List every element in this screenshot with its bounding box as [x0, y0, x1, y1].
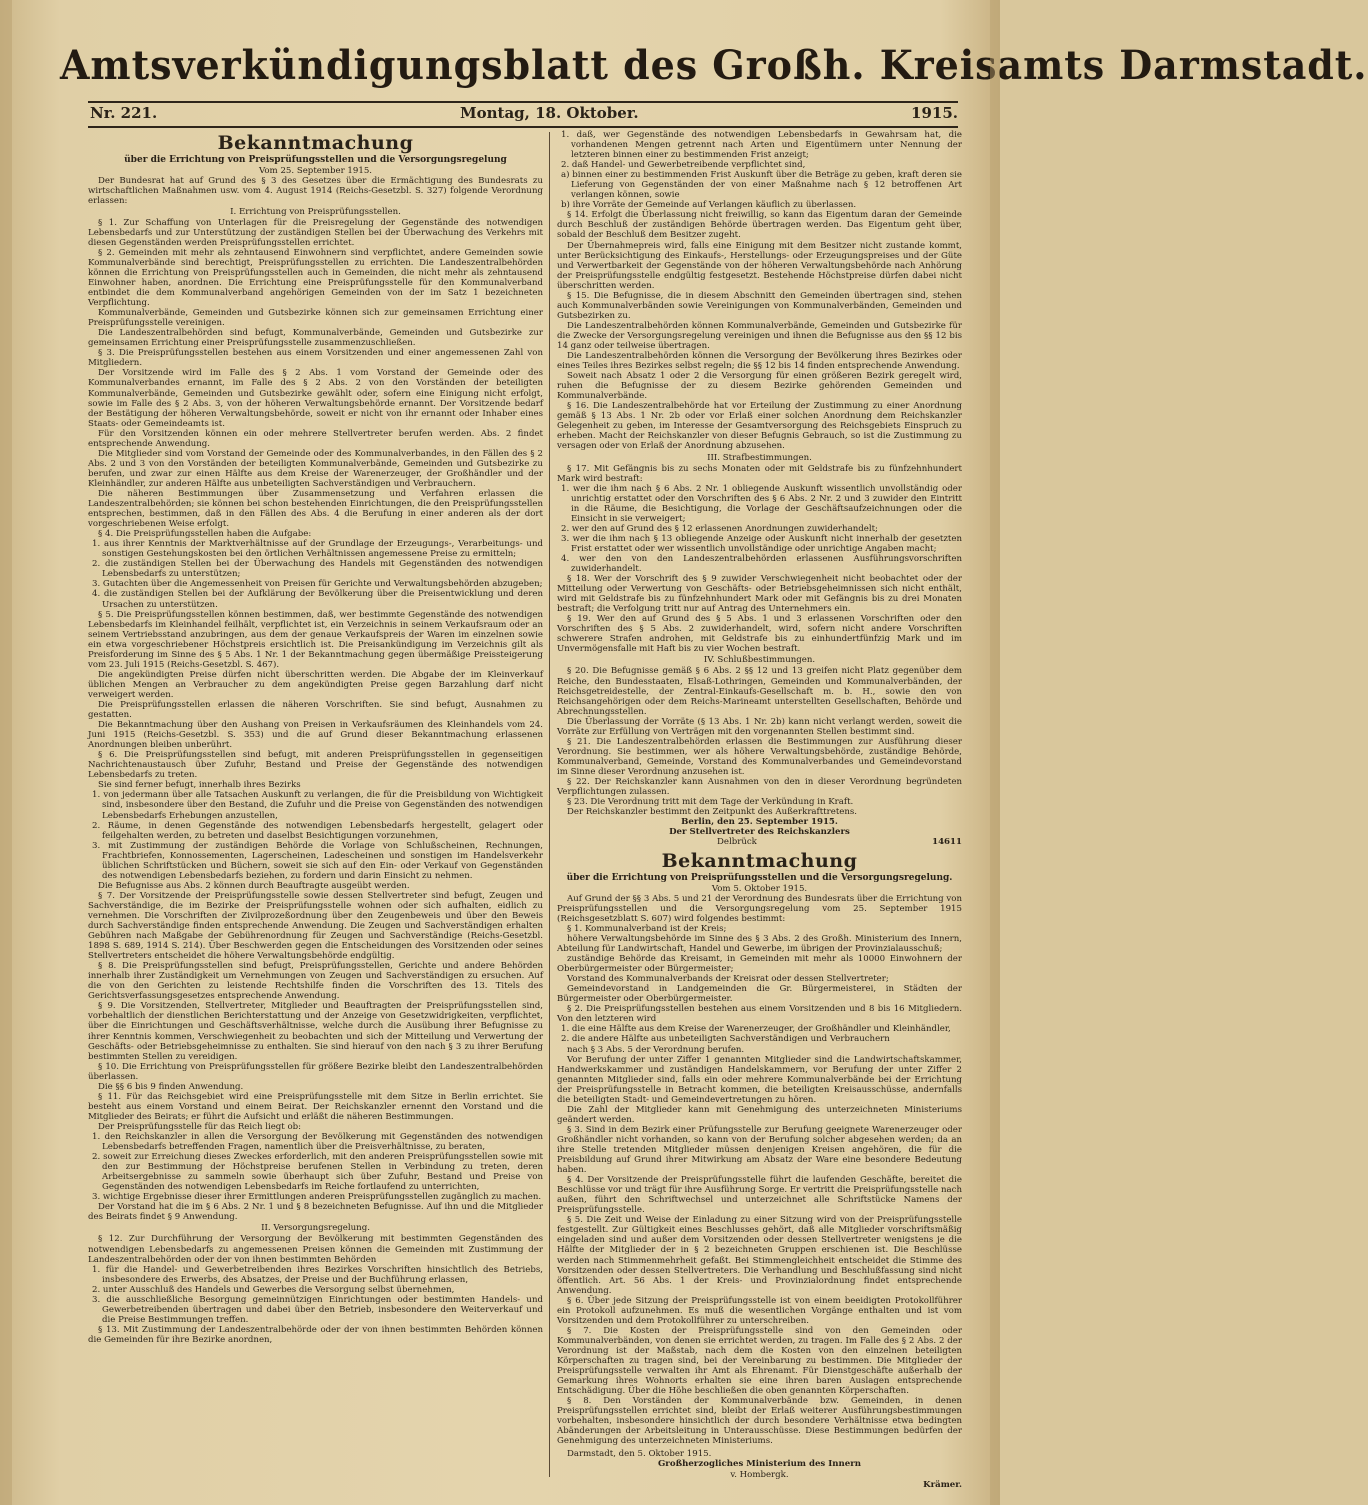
announcement-subhead: über die Errichtung von Preisprüfungsstellen und die Versorgungsregelung — [124, 155, 507, 165]
paragraph: Die Befugnisse aus Abs. 2 können durch Beauftragte ausgeübt werden. — [98, 880, 410, 891]
paragraph: § 12. Zur Durchführung der Versorgung der Bevölkerung mit bestimmten Gegenständen des notwendigen Lebensbedarfs zu angemessenen Preisen können die Gemeinden mit Zustimmung der Landeszentralbehörden oder der von ihnen bestimmten Behörden — [88, 1234, 543, 1265]
paragraph: § 17. Mit Gefängnis bis zu sechs Monaten oder mit Geldstrafe bis zu fünfzehnhundert Mark wird bestraft: — [557, 463, 962, 484]
section-heading: I. Errichtung von Preisprüfungsstellen. — [230, 206, 401, 217]
list-item: 2. unter Ausschluß des Handels und Gewerbes die Versorgung selbst übernehmen, — [92, 1284, 455, 1295]
announcement-date-2: Vom 5. Oktober 1915. — [711, 883, 808, 894]
paragraph: nach § 3 Abs. 5 der Verordnung berufen. — [567, 1044, 745, 1055]
paragraph: Die Preisprüfungsstellen erlassen die näheren Vorschriften. Sie sind befugt, Ausnahmen zu gestatten. — [88, 699, 543, 721]
reference-number: 14611 — [932, 837, 962, 848]
list-item: 4. wer den von den Landeszentralbehörden erlassenen Ausführungsvorschriften zuwiderhandelt. — [561, 553, 962, 575]
list-item: 3. wer die ihm nach § 13 obliegende Anzeige oder Auskunft nicht innerhalb der gesetzten Frist erstattet oder wer wissentlich unvollständige oder unrichtige Angaben macht; — [561, 533, 962, 554]
paragraph: § 16. Die Landeszentralbehörde hat vor Erteilung der Zustimmung zu einer Anordnung gemäß § 13 Abs. 1 Nr. 2b oder vor Erlaß einer solchen Anordnung dem Reichskanzler Gelegenheit zu geben, im Interesse der Gesamtversorgung des Reichsgebiets Einspruch zu erheben. Macht der Reichskanzler von dieser Befugnis Gebrauch, so ist die Zustimmung zu versagen oder von Erlaß der Anordnung abzusehen. — [557, 401, 962, 452]
signature-row — [557, 837, 962, 848]
list-item: 1. von jedermann über alle Tatsachen Auskunft zu verlangen, die für die Preisbildung von Wichtigkeit sind, insbesondere über den Bestand, die Zufuhr und die Preise von Gegenständen des notwendigen Lebensbedarfs Erhebungen anzustellen, — [92, 790, 543, 821]
list-item: 3. mit Zustimmung der zuständigen Behörde die Vorlage von Schlußscheinen, Rechnungen, Frachtbriefen, Konnossementen, Lagerscheinen, Ladescheinen und sonstigen im Handelsverkehr üblichen Schriftstücken und Büchern, soweit sie sich auf den Ein- oder Verkauf von Gegenständen des notwendigen Lebensbedarfs beziehen, zu fordern und darin Einsicht zu nehmen. — [92, 840, 543, 881]
top-rule — [88, 101, 958, 103]
paragraph: § 13. Mit Zustimmung der Landeszentralbehörde oder der von ihnen bestimmten Behörden können die Gemeinden für ihre Bezirke anordnen, — [88, 1324, 543, 1345]
paragraph: Der Übernahmepreis wird, falls eine Einigung mit dem Besitzer nicht zustande kommt, unter Berücksichtigung des Einkaufs-, Herstellungs- oder Erzeugungspreises und der Güte und Verwertbarkeit der Gegenstände von der höheren Verwaltungsbehörde nach Anhörung der Preisprüfungsstelle endgültig festgesetzt. Bestehende Höchstpreise dürfen dabei nicht überschritten werden. — [557, 240, 962, 291]
paragraph: § 21. Die Landeszentralbehörden erlassen die Bestimmungen zur Ausführung dieser Verordnung. Sie bestimmen, wer als höhere Verwaltungsbehörde, zuständige Behörde, Kommunalverband, Gemeinde, Vorstand des Kommunalverbandes und Gemeindevorstand im Sinne dieser Verordnung anzusehen ist. — [557, 736, 962, 777]
section-heading: II. Versorgungsregelung. — [261, 1223, 370, 1234]
paragraph: Sie sind ferner befugt, innerhalb ihres Bezirks — [98, 780, 301, 791]
paragraph: Die §§ 6 bis 9 finden Anwendung. — [98, 1081, 244, 1092]
paragraph: § 3. Sind in dem Bezirk einer Prüfungsstelle zur Berufung geeignete Warenerzeuger oder Großhändler nicht vorhanden, so kann von der Berufung solcher abgesehen werden; da an ihre Stelle tretenden Mitglieder müssen denjenigen Kreisen angehören, die für die Preisbildung auf Grund ihrer Mitwirkung am Absatz der Ware eine besondere Bedeutung haben. — [557, 1124, 962, 1176]
paragraph: Vor Berufung der unter Ziffer 1 genannten Mitglieder sind die Landwirtschaftskammer, Handwerkskammer und zuständigen Handelskammern, vor Berufung der unter Ziffer 2 genannten Mitglieder sind, falls ein oder mehrere Kommunalverbände bei der Errichtung der Preisprüfungsstelle in Betracht kommen, die beteiligten Kreisausschüsse, andernfalls die beteiligten Stadt- und Gemeindevertretungen zu hören. — [557, 1054, 962, 1105]
issue-date: Montag, 18. Oktober. — [460, 104, 639, 122]
list-item: a) binnen einer zu bestimmenden Frist Auskunft über die Beträge zu geben, kraft deren sie Lieferung von Gegenständen der von einer Maßnahme nach § 12 betroffenen Art verlangen können, sowie — [561, 170, 962, 201]
paragraph: Für den Vorsitzenden können ein oder mehrere Stellvertreter berufen werden. Abs. 2 findet entsprechende Anwendung. — [88, 428, 543, 449]
paragraph: Die Bekanntmachung über den Aushang von Preisen in Verkaufsräumen des Kleinhandels vom 24. Juni 1915 (Reichs-Gesetzbl. S. 353) und die auf Grund dieser Bekanntmachung erlassenen Anordnungen bleiben unberührt. — [88, 720, 543, 751]
paragraph: Auf Grund der §§ 3 Abs. 5 und 21 der Verordnung des Bundesrats über die Errichtung von Preisprüfungsstellen und die Versorgungsregelung vom 25. September 1915 (Reichsgesetzblatt S. 607) wird folgendes bestimmt: — [557, 893, 962, 924]
signature-clerk: Krämer. — [923, 1479, 962, 1490]
announcement-heading: Bekanntmachung — [217, 132, 414, 154]
paragraph: Die Landeszentralbehörden sind befugt, Kommunalverbände, Gemeinden und Gutsbezirke zur gemeinsamen Errichtung einer Preisprüfungsstelle zusammenzuschließen. — [88, 328, 543, 349]
announcement-heading-2: Bekanntmachung — [661, 850, 858, 873]
paragraph: § 8. Den Vorständen der Kommunalverbände bzw. Gemeinden, in denen Preisprüfungsstellen errichtet sind, bleibt der Erlaß weiterer Ausführungsbestimmungen vorbehalten, insbesondere hinsichtlich der durch besondere Verhältnisse etwa bedingten Abänderungen der Arbeitsleitung in Unterausschüsse. Diese Bestimmungen bedürfen der Genehmigung des unterzeichneten Ministeriums. — [557, 1396, 962, 1447]
signature-place: Berlin, den 25. September 1915. — [681, 817, 838, 828]
issue-line — [90, 104, 958, 126]
signature-place-2: Darmstadt, den 5. Oktober 1915. — [567, 1449, 712, 1460]
paragraph: Der Preisprüfungsstelle für das Reich liegt ob: — [98, 1121, 302, 1132]
intro-paragraph: Der Bundesrat hat auf Grund des § 3 des Gesetzes über die Ermächtigung des Bundesrats zu wirtschaftlichen Maßnahmen usw. vom 4. August 1914 (Reichs-Gesetzbl. S. 327) folgende Verordnung erlassen: — [88, 175, 543, 206]
paper-edge-left — [0, 0, 12, 1505]
paragraph: § 9. Die Vorsitzenden, Stellvertreter, Mitglieder und Beauftragten der Preisprüfungsstellen sind, vorbehaltlich der dienstlichen Berichterstattung und der Anzeige von Gesetzwidrigkeiten, verpflichtet, über die Einrichtungen und Geschäftsverhältnisse, welche durch die Ausübung ihrer Befugnisse zu ihrer Kenntnis kommen, Verschwiegenheit zu beobachten und sich der Mitteilung und Verwertung der Geschäfts- oder Betriebsgeheimnisse zu enthalten. Sie sind hierauf von den nach § 3 zu ihrer Berufung bestimmten Stellen zu vereidigen. — [88, 1001, 543, 1062]
paragraph: § 7. Die Kosten der Preisprüfungsstelle sind von den Gemeinden oder Kommunalverbänden, von denen sie errichtet werden, zu tragen. Im Falle des § 2 Abs. 2 der Verordnung ist der Maßstab, nach dem die Kosten von den einzelnen beteiligten Körperschaften zu tragen sind, bei der Vereinbarung zu bestimmen. Die Mitglieder der Preisprüfungsstelle verwalten ihr Amt als Ehrenamt. Für Dienstgeschäfte außerhalb der Gemarkung ihres Wohnorts erhalten sie eine ihren baren Auslagen entsprechende Entschädigung. Über die Höhe beschließen die oben genannten Körperschaften. — [557, 1325, 962, 1397]
paragraph: § 14. Erfolgt die Überlassung nicht freiwillig, so kann das Eigentum daran der Gemeinde durch Beschluß der zuständigen Behörde übertragen werden. Das Eigentum geht über, sobald der Beschluß dem Besitzer zugeht. — [557, 210, 962, 241]
paragraph: Soweit nach Absatz 1 oder 2 die Versorgung für einen größeren Bezirk geregelt wird, ruhen die Befugnisse der zu diesem Bezirke gehörenden Gemeinden und Kommunalverbände. — [557, 371, 962, 402]
paragraph: höhere Verwaltungsbehörde im Sinne des § 3 Abs. 2 des Großh. Ministerium des Innern, Abteilung für Landwirtschaft, Handel und Gewerbe, im übrigen der Provinzialausschuß; — [557, 934, 962, 955]
signature-title-2: Großherzogliches Ministerium des Innern — [657, 1459, 862, 1470]
paragraph: § 10. Die Errichtung von Preisprüfungsstellen für größere Bezirke bleibt den Landeszentralbehörden überlassen. — [88, 1061, 543, 1082]
paragraph: Gemeindevorstand in Landgemeinden die Gr. Bürgermeisterei, in Städten der Bürgermeister oder Oberbürgermeister. — [557, 984, 962, 1005]
column-divider — [549, 132, 550, 1477]
paragraph: § 8. Die Preisprüfungsstellen sind befugt, Preisprüfungsstellen, Gerichte und andere Behörden innerhalb ihrer Zuständigkeit um Vernehmungen von Zeugen und Sachverständigen zu ersuchen. Auf die von den Gerichten zu leistende Rechtshilfe finden die Vorschriften des 13. Titels des Gerichtsverfassungsgesetzes entsprechende Anwendung. — [88, 961, 543, 1002]
issue-year: 1915. — [911, 104, 958, 122]
list-item: 2. wer den auf Grund des § 12 erlassenen Anordnungen zuwiderhandelt; — [561, 523, 878, 534]
list-item: 1. den Reichskanzler in allen die Versorgung der Bevölkerung mit Gegenständen des notwendigen Lebensbedarfs betreffenden Fragen, namentlich über die Preisverhältnisse, zu beraten, — [92, 1132, 543, 1153]
paragraph: Die näheren Bestimmungen über Zusammensetzung und Verfahren erlassen die Landeszentralbehörden; sie können bei schon bestehenden Einrichtungen, die den Preisprüfungsstellen entsprechen, bestimmen, daß in den Fällen des Abs. 4 die Berufung in einer anderen als der dort vorgeschriebenen Weise erfolgt. — [88, 489, 543, 530]
paragraph: Die Überlassung der Vorräte (§ 13 Abs. 1 Nr. 2b) kann nicht verlangt werden, soweit die Vorräte zur Erfüllung von Verträgen mit den vorgenannten Stellen bestimmt sind. — [557, 716, 962, 737]
issue-number: Nr. 221. — [90, 104, 158, 122]
paragraph: § 19. Wer den auf Grund des § 5 Abs. 1 und 3 erlassenen Vorschriften oder den Vorschriften des § 5 Abs. 2 zuwiderhandelt, wird, sofern nicht andere Vorschriften schwerere Strafen androhen, mit Geldstrafe bis zu einhundertfünfzig Mark und im Unvermögensfalle mit Haft bis zu vier Wochen bestraft. — [557, 614, 962, 655]
paragraph: Der Vorsitzende wird im Falle des § 2 Abs. 1 vom Vorstand der Gemeinde oder des Kommunalverbandes ernannt, im Falle des § 2 Abs. 2 von den Vorständen der beteiligten Kommunalverbände, Gemeinden und Gutsbezirke gewählt oder, sofern eine Einigung nicht erfolgt, sowie im Falle des § 2 Abs. 3, von der höheren Verwaltungsbehörde ernannt. Der Vorsitzende bedarf der Bestätigung der höheren Verwaltungsbehörde, soweit er nicht von ihr ernannt oder Inhaber eines Staats- oder Gemeindeamts ist. — [88, 368, 543, 429]
signature-name: Delbrück — [717, 837, 757, 848]
list-item: 3. die ausschließliche Besorgung gemeinnützigen Einrichtungen oder bestimmten Handels- und Gewerbetreibenden übertragen und dabei über den Betrieb, insbesondere den Weiterverkauf und die Preise Bestimmungen treffen. — [92, 1294, 543, 1325]
paragraph: Der Reichskanzler bestimmt den Zeitpunkt des Außerkrafttretens. — [567, 807, 858, 818]
paragraph: § 5. Die Preisprüfungsstellen können bestimmen, daß, wer bestimmte Gegenstände des notwendigen Lebensbedarfs im Kleinhandel feilhält, verpflichtet ist, ein Verzeichnis in seinem Verkaufsraum oder an seinem Vertriebsstand anzubringen, aus dem der genaue Verkaufspreis der Waren im einzelnen sowie ein etwa vorgeschriebener Höchstpreis ersichtlich ist. Die Preisankündigung im Verzeichnis gilt als Preisforderung im Sinne des § 5 Abs. 1 Nr. 1 der Bekanntmachung gegen übermäßige Preissteigerung vom 23. Juli 1915 (Reichs-Gesetzbl. S. 467). — [88, 609, 543, 670]
paragraph: § 5. Die Zeit und Weise der Einladung zu einer Sitzung wird von der Preisprüfungsstelle festgestellt. Zur Gültigkeit eines Beschlusses gehört, daß alle Mitglieder vorschriftsmäßig eingeladen sind und außer dem Vorsitzenden oder dessen Stellvertreter wenigstens je die Hälfte der Mitglieder der in § 2 bezeichneten Gruppen erschienen ist. Die Beschlüsse werden nach Stimmenmehrheit gefaßt. Bei Stimmengleichheit entscheidet die Stimme des Vorsitzenden oder dessen Stellvertreters. Die Verhandlung und Beschlußfassung sind nicht öffentlich. Art. 56 Abs. 1 der Kreis- und Provinzialordnung findet entsprechende Anwendung. — [557, 1215, 962, 1296]
paragraph: § 2. Die Preisprüfungsstellen bestehen aus einem Vorsitzenden und 8 bis 16 Mitgliedern. Von den letzteren wird — [557, 1004, 962, 1025]
announcement-date: Vom 25. September 1915. — [258, 165, 373, 176]
masthead-title: Amtsverkündigungsblatt des Großh. Kreisamts Darmstadt. — [60, 42, 1368, 89]
list-item: 2. daß Handel- und Gewerbetreibende verpflichtet sind, — [561, 160, 806, 171]
paragraph: § 22. Der Reichskanzler kann Ausnahmen von den in dieser Verordnung begründeten Verpflichtungen zulassen. — [557, 777, 962, 798]
paragraph: § 7. Der Vorsitzende der Preisprüfungsstelle sowie dessen Stellvertreter sind befugt, Zeugen und Sachverständige, die im Bezirke der Preisprüfungsstelle wohnen oder sich aufhalten, eidlich zu vernehmen. Die Vorschriften der Zivilprozeßordnung über den Zeugenbeweis und über den Beweis durch Sachverständige finden entsprechende Anwendung. Die Zeugen und Sachverständigen erhalten Gebühren nach Maßgabe der Gebührenordnung für Zeugen und Sachverständige (Reichs-Gesetzbl. 1898 S. 689, 1914 S. 214). Über Beschwerden gegen die Entscheidungen des Vorsitzenden oder seines Stellvertreters entscheidet die höhere Verwaltungsbehörde endgültig. — [88, 890, 543, 962]
list-item: 2. soweit zur Erreichung dieses Zweckes erforderlich, mit den anderen Preisprüfungsstellen sowie mit den zur Bestimmung der Höchstpreise berufenen Stellen in Verbindung zu treten, deren Arbeitsergebnisse zu sammeln sowie überhaupt sich über Zufuhr, Bestand und Preise von Gegenständen des notwendigen Lebensbedarfs im Reiche fortlaufend zu unterrichten, — [92, 1152, 543, 1193]
paragraph: Die Landeszentralbehörden können die Versorgung der Bevölkerung ihres Bezirkes oder eines Teiles ihres Bezirkes selbst regeln; die §§ 12 bis 14 finden entsprechende Anwendung. — [557, 351, 962, 372]
paragraph: § 1. Kommunalverband ist der Kreis; — [567, 923, 727, 934]
list-item: 4. die zuständigen Stellen bei der Aufklärung der Bevölkerung über die Preisentwicklung und deren Ursachen zu unterstützen. — [92, 589, 543, 610]
paragraph: zuständige Behörde das Kreisamt, in Gemeinden mit mehr als 10000 Einwohnern der Oberbürgermeister oder Bürgermeister; — [557, 954, 962, 975]
list-item: 2. Räume, in denen Gegenstände des notwendigen Lebensbedarfs hergestellt, gelagert oder feilgehalten werden, zu betreten und daselbst Besichtigungen vorzunehmen, — [92, 820, 543, 841]
issue-rule — [88, 126, 958, 128]
paragraph: § 6. Die Preisprüfungsstellen sind befugt, mit anderen Preisprüfungsstellen in gegenseitigen Nachrichtenaustausch über Zufuhr, Bestand und Preise der Gegenstände des notwendigen Lebensbedarfs zu treten. — [88, 750, 543, 781]
list-item: 1. die eine Hälfte aus dem Kreise der Warenerzeuger, der Großhändler und Kleinhändler, — [561, 1024, 951, 1035]
list-item: 1. daß, wer Gegenstände des notwendigen Lebensbedarfs in Gewahrsam hat, die vorhandenen Mengen getrennt nach Arten und Eigentümern unter Nennung der letzteren binnen einer zu bestimmenden Frist anzeigt; — [561, 130, 962, 161]
paragraph: § 18. Wer der Vorschrift des § 9 zuwider Verschwiegenheit nicht beobachtet oder der Mitteilung oder Verwertung von Geschäfts- oder Betriebsgeheimnissen sich nicht enthält, wird mit Geldstrafe bis zu fünfzehnhundert Mark oder mit Gefängnis bis zu drei Monaten bestraft; die Verfolgung tritt nur auf Antrag des Unternehmers ein. — [557, 574, 962, 615]
paragraph: Die angekündigten Preise dürfen nicht überschritten werden. Die Abgabe der im Kleinverkauf üblichen Mengen an Verbraucher zu dem angekündigten Preise gegen Barzahlung darf nicht verweigert werden. — [88, 669, 543, 700]
list-item: b) ihre Vorräte der Gemeinde auf Verlangen käuflich zu überlassen. — [561, 200, 857, 211]
paragraph: Vorstand des Kommunalverbands der Kreisrat oder dessen Stellvertreter; — [567, 974, 889, 985]
paragraph: § 4. Die Preisprüfungsstellen haben die Aufgabe: — [98, 529, 312, 540]
section-heading: III. Strafbestimmungen. — [707, 452, 812, 463]
list-item: 3. Gutachten über die Angemessenheit von Preisen für Gerichte und Verwaltungsbehörden abzugeben; — [92, 579, 543, 590]
signature-title: Der Stellvertreter des Reichskanzlers — [669, 827, 850, 838]
paragraph: Die Zahl der Mitglieder kann mit Genehmigung des unterzeichneten Ministeriums geändert werden. — [557, 1104, 962, 1125]
paragraph: § 3. Die Preisprüfungsstellen bestehen aus einem Vorsitzenden und einer angemessenen Zahl von Mitgliedern. — [88, 348, 543, 369]
paragraph: § 15. Die Befugnisse, die in diesem Abschnitt den Gemeinden übertragen sind, stehen auch Kommunalverbänden sowie Vereinigungen von Kommunalverbänden, Gemeinden und Gutsbezirken zu. — [557, 290, 962, 321]
list-item: 1. für die Handel- und Gewerbetreibenden ihres Bezirkes Vorschriften hinsichtlich des Betriebs, insbesondere des Erwerbs, des Absatzes, der Preise und der Buchführung erlassen, — [92, 1264, 543, 1285]
left-column — [88, 130, 543, 1490]
signature-name-2: v. Hombergk. — [730, 1469, 789, 1480]
paragraph: Der Vorstand hat die im § 6 Abs. 2 Nr. 1 und § 8 bezeichneten Befugnisse. Auf ihn und die Mitglieder des Beirats findet § 9 Anwendung. — [88, 1202, 543, 1223]
announcement-subhead-2: über die Errichtung von Preisprüfungsstellen und die Versorgungsregelung. — [566, 873, 953, 884]
list-item: 2. die zuständigen Stellen bei der Überwachung des Handels mit Gegenständen des notwendigen Lebensbedarfs zu unterstützen; — [92, 559, 543, 580]
paragraph: § 20. Die Befugnisse gemäß § 6 Abs. 2 §§ 12 und 13 greifen nicht Platz gegenüber dem Reiche, den Bundesstaaten, Elsaß-Lothringen, Gemeinden und Kommunalverbänden, der Reichsgetreidestelle, der Zentral-Einkaufs-Gesellschaft m. b. H., sowie den von Reichsangehörigen oder dem Reichs-Marineamt unterstellten Gesellschaften, Behörde und Abrechnungsstellen. — [557, 666, 962, 717]
list-item: 3. wichtige Ergebnisse dieser ihrer Ermittlungen anderen Preisprüfungsstellen zugänglich zu machen. — [92, 1192, 542, 1203]
paragraph: § 4. Der Vorsitzende der Preisprüfungsstelle führt die laufenden Geschäfte, bereitet die Beschlüsse vor und trägt für ihre Ausführung Sorge. Er vertritt die Preisprüfungsstelle nach außen, führt den Schriftwechsel und unterzeichnet alle Schriftstücke Namens der Preisprüfungsstelle. — [557, 1175, 962, 1216]
paragraph: Die Mitglieder sind vom Vorstand der Gemeinde oder des Kommunalverbandes, in den Fällen des § 2 Abs. 2 und 3 von den Vorständen der beteiligten Kommunalverbände, Gemeinden und Gutsbezirke zu berufen, und zwar zur einen Hälfte aus dem Kreise der Warenerzeuger, der Großhändler und der Kleinhändler, zur anderen Hälfte aus unbeteiligten Sachverständigen und Verbrauchern. — [88, 448, 543, 489]
paragraph: § 1. Zur Schaffung von Unterlagen für die Preisregelung der Gegenstände des notwendigen Lebensbedarfs und zur Unterstützung der zuständigen Stellen bei der Überwachung des Verkehrs mit diesen Gegenständen werden Preisprüfungsstellen errichtet. — [88, 217, 543, 248]
paragraph: § 2. Gemeinden mit mehr als zehntausend Einwohnern sind verpflichtet, andere Gemeinden sowie Kommunalverbände sind berechtigt, Preisprüfungsstellen zu errichten. Die Landeszentralbehörden können die Errichtung von Preisprüfungsstellen auch in Gemeinden, die nicht mehr als zehntausend Einwohner haben, anordnen. Die Errichtung eine Preisprüfungsstelle für den Kommunalverband entbindet die dem Kommunalverband angehörigen Gemeinden von der im Satz 1 bezeichneten Verpflichtung. — [88, 247, 543, 309]
paragraph: Kommunalverbände, Gemeinden und Gutsbezirke können sich zur gemeinsamen Errichtung einer Preisprüfungsstelle vereinigen. — [88, 308, 543, 329]
list-item: 2. die andere Hälfte aus unbeteiligten Sachverständigen und Verbrauchern — [561, 1034, 890, 1045]
paragraph: § 11. Für das Reichsgebiet wird eine Preisprüfungsstelle mit dem Sitze in Berlin errichtet. Sie besteht aus einem Vorstand und einem Beirat. Der Reichskanzler ernennt den Vorstand und die Mitglieder des Beirats; er führt die Aufsicht und erläßt die näheren Bestimmungen. — [88, 1091, 543, 1122]
section-heading: IV. Schlußbestimmungen. — [703, 655, 816, 666]
list-item: 1. aus ihrer Kenntnis der Marktverhältnisse auf der Grundlage der Erzeugungs-, Verarbeitungs- und sonstigen Gestehungskosten bei den örtlichen Verhältnissen angemessene Preise zu ermitteln; — [92, 539, 543, 560]
paragraph: Die Landeszentralbehörden können Kommunalverbände, Gemeinden und Gutsbezirke für die Zwecke der Versorgungsregelung vereinigen und ihnen die Befugnisse aus den §§ 12 bis 14 ganz oder teilweise übertragen. — [557, 320, 962, 351]
paragraph: § 6. Über jede Sitzung der Preisprüfungsstelle ist von einem beeidigten Protokollführer ein Protokoll aufzunehmen. Es muß die wesentlichen Vorgänge enthalten und ist vom Vorsitzenden und dem Protokollführer zu unterschreiben. — [557, 1295, 962, 1326]
list-item: 1. wer die ihm nach § 6 Abs. 2 Nr. 1 obliegende Auskunft wissentlich unvollständig oder unrichtig erstattet oder den Vorschriften des § 6 Abs. 2 Nr. 2 und 3 zuwider den Eintritt in die Räume, die Besichtigung, die Vorlage der Geschäftsaufzeichnungen oder die Einsicht in sie verweigert; — [561, 483, 962, 524]
paragraph: § 23. Die Verordnung tritt mit dem Tage der Verkündung in Kraft. — [567, 797, 854, 808]
right-column — [557, 130, 962, 1495]
paper-edge-right — [990, 0, 1000, 1505]
